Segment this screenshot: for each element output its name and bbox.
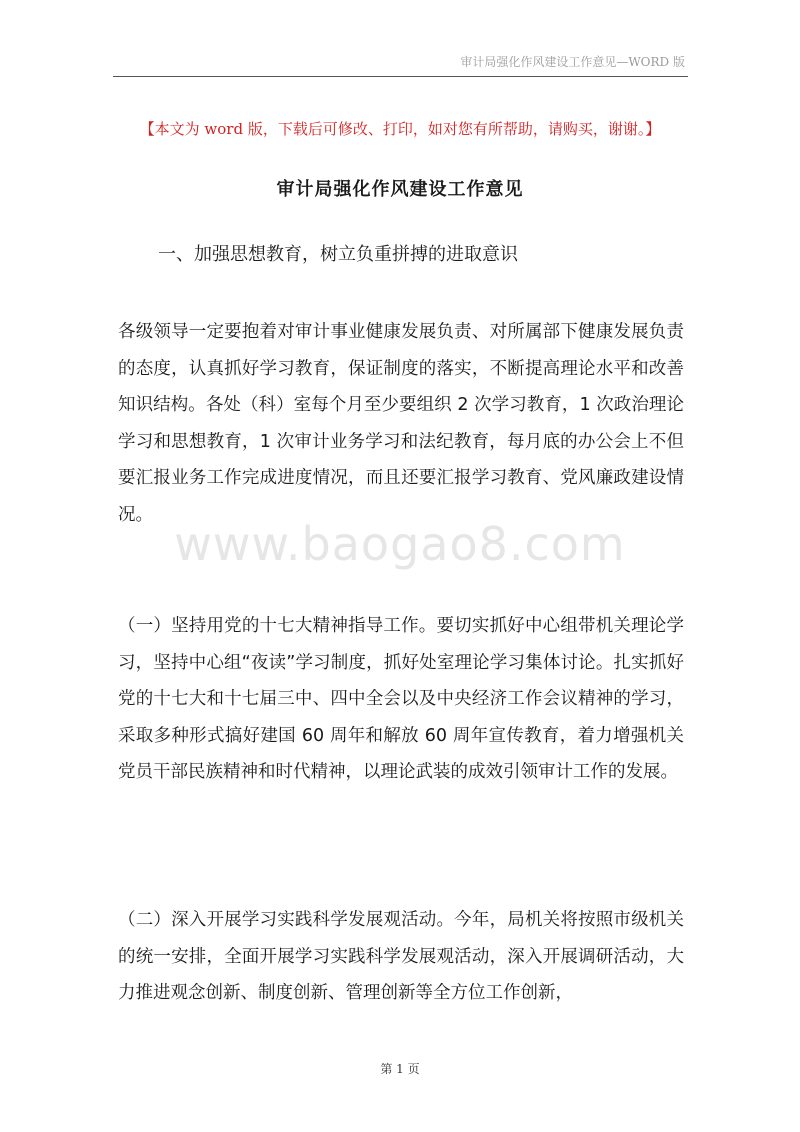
body-paragraph-3: （二）深入开展学习实践科学发展观活动。今年，局机关将按照市级机关的统一安排，全面开展学习实践科学发展观活动，深入开展调研活动，大力推进观念创新、制度创新、管理创新等全方位工作创新，	[118, 910, 684, 1003]
body-paragraph-1: 各级领导一定要抱着对审计事业健康发展负责、对所属部下健康发展负责的态度，认真抓好学习教育，保证制度的落实，不断提高理论水平和改善知识结构。各处（科）室每个月至少要组织 2 次学习教育，1 次政治理论学习和思想教育，1 次审计业务学习和法纪教育，每月底的办公会上不但要汇报业务工作完成进度情况，而且还要汇报学习教育、党风廉政建设情况。	[118, 322, 684, 525]
header-divider	[113, 76, 688, 77]
download-notice: 【本文为 word 版，下载后可修改、打印，如对您有所帮助，请购买，谢谢。】	[139, 120, 661, 138]
page-number: 第 1 页	[380, 1062, 420, 1076]
watermark: www.baogao8.com	[174, 517, 626, 571]
running-header: 审计局强化作风建设工作意见—WORD 版	[460, 55, 685, 69]
document-title: 审计局强化作风建设工作意见	[276, 179, 524, 200]
section-heading: 一、加强思想教育，树立负重拼搏的进取意识	[158, 244, 518, 265]
body-paragraph-2: （一）坚持用党的十七大精神指导工作。要切实抓好中心组带机关理论学习，坚持中心组“夜读”学习制度，抓好处室理论学习集体讨论。扎实抓好党的十七大和十七届三中、四中全会以及中央经济工作会议精神的学习，采取多种形式搞好建国 60 周年和解放 60 周年宣传教育，着力增强机关党员干部民族精神和时代精神，以理论武装的成效引领审计工作的发展。	[118, 616, 684, 782]
